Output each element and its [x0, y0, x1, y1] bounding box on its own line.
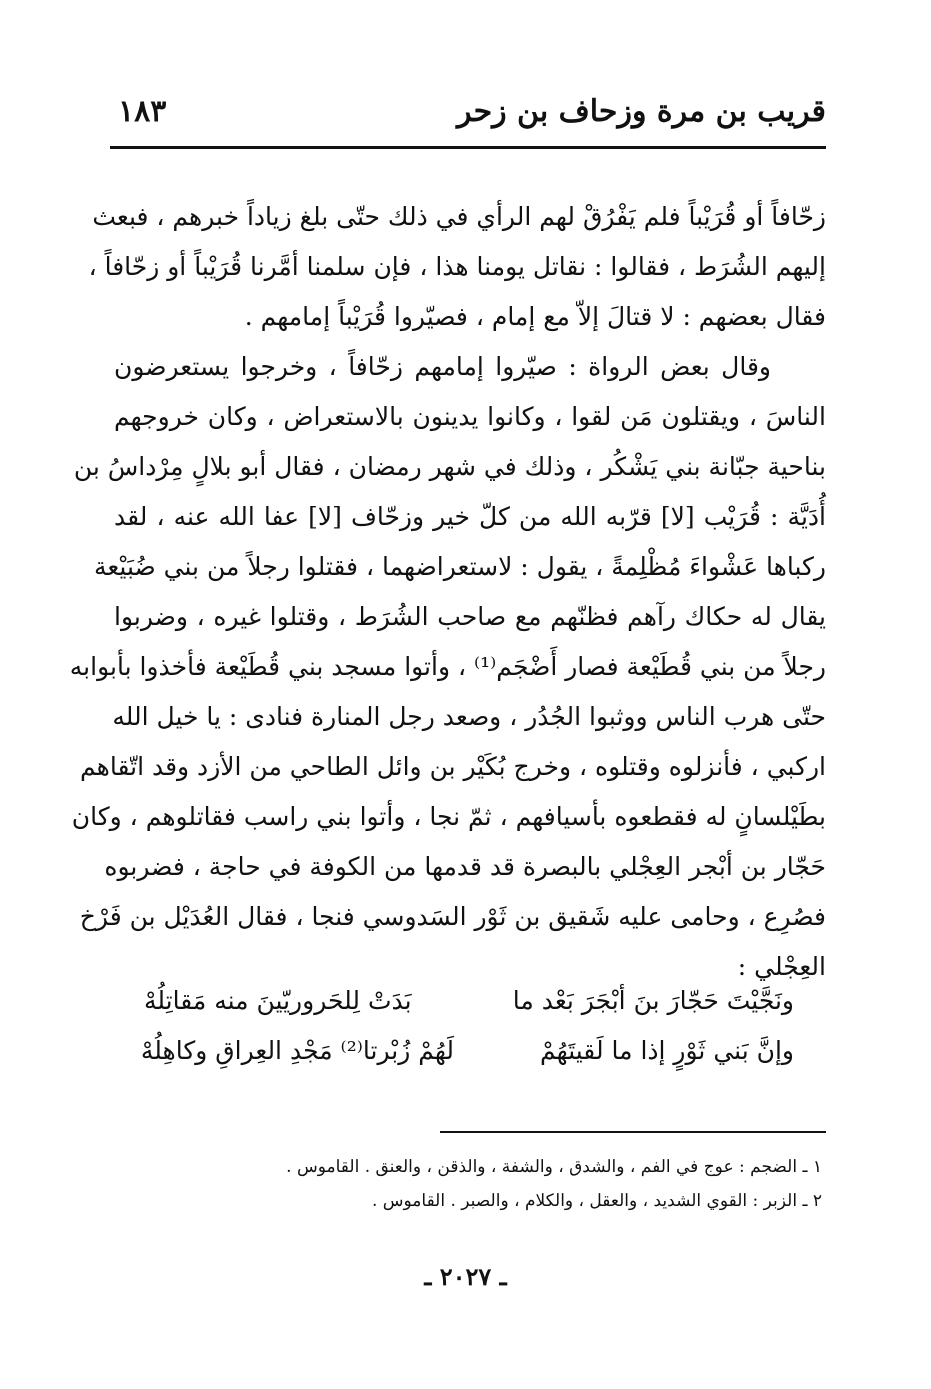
body-text — [69, 192, 826, 992]
footnote: ١ ـ الضجم : عوج في الفم ، والشدق ، والشفة ، والذقن ، والعنق . القاموس . — [286, 1157, 822, 1177]
footnotes — [114, 1150, 826, 1218]
text-line: أُدَيَّة : قُرَيْب [لا] قرّبه الله من كلّ خير وزحّاف [لا] عفا الله عنه ، لقد — [114, 502, 826, 531]
poem-first-hemistich: ونَجَّيْتَ حَجّارَ بنَ أبْجَرَ بَعْد ما — [512, 986, 794, 1015]
running-title: قريب بن مرة وزحاف بن زحر — [457, 94, 826, 129]
text-line: يقال له حكاك رآهم فظنّهم مع صاحب الشُرَط ، وقتلوا غيره ، وضربوا — [114, 602, 826, 631]
text-line: العِجْلي : — [737, 952, 826, 981]
page-number-bottom: ـ ٢٠٢٧ ـ — [424, 1262, 507, 1291]
text-line: إليهم الشُرَط ، فقالوا : نقاتل يومنا هذا ، فإن سلمنا أمَّرنا قُرَيْباً أو زحّافاً ، — [88, 252, 826, 281]
text-line: وقال بعض الرواة : صيّروا إمامهم زحّافاً ، وخرجوا يستعرضون — [114, 352, 771, 381]
text-line: حَجّار بن أبْجر العِجْلي بالبصرة قد قدمها من الكوفة في حاجة ، فضربوه — [104, 852, 826, 881]
footnote-rule — [440, 1131, 826, 1133]
header-rule — [110, 146, 826, 149]
poem-verse — [114, 1026, 826, 1076]
poem-second-hemistich: لَهُمْ زُبْرتا⁽²⁾ مَجْدِ العِراقِ وكاهِلُهْ — [140, 1036, 454, 1065]
poem-first-hemistich: وإنَّ بَني ثَوْرٍ إذا ما لَقيتَهُمْ — [540, 1036, 794, 1065]
text-line: الناسَ ، ويقتلون مَن لقوا ، وكانوا يدينون بالاستعراض ، وكان خروجهم — [114, 402, 826, 431]
page-header — [110, 92, 826, 144]
text-line: زحّافاً أو قُرَيْباً فلم يَفْرُقْ لهم الرأي في ذلك حتّى بلغ زياداً خبرهم ، فبعث — [92, 202, 826, 231]
page-number-top: ١٨٣ — [118, 94, 167, 129]
text-line: بناحية جبّانة بني يَشْكُر ، وذلك في شهر رمضان ، فقال أبو بلالٍ مِرْداسُ بن — [73, 452, 826, 481]
poem-verse — [114, 976, 826, 1026]
text-line: بطَيْلسانٍ له فقطعوه بأسيافهم ، ثمّ نجا ، وأتوا بني راسب فقاتلوهم ، وكان — [71, 802, 826, 831]
text-line: رجلاً من بني قُطَيْعة فصار أَضْجَم⁽¹⁾ ، وأتوا مسجد بني قُطَيْعة فأخذوا بأبوابه — [69, 652, 826, 681]
poem — [114, 976, 826, 1076]
text-line: فقال بعضهم : لا قتالَ إلاّ مع إمام ، فصيّروا قُرَيْباً إمامهم . — [244, 302, 826, 331]
text-line: اركبي ، فأنزلوه وقتلوه ، وخرج بُكَيْر بن وائل الطاحي من الأزد وقد اتّقاهم — [80, 752, 826, 781]
text-line: حتّى هرب الناس ووثبوا الجُدُر ، وصعد رجل المنارة فنادى : يا خيل الله — [112, 702, 826, 731]
text-line: فصُرِع ، وحامى عليه شَقيق بن ثَوْر السَدوسي فنجا ، فقال العُدَيْل بن فَرْخ — [79, 902, 826, 931]
footnote: ٢ ـ الزبر : القوي الشديد ، والعقل ، والكلام ، والصبر . القاموس . — [371, 1191, 822, 1211]
text-line: ركباها عَشْواءَ مُظْلِمةً ، يقول : لاستعراضهما ، فقتلوا رجلاً من بني ضُبَيْعة — [93, 552, 826, 581]
poem-second-hemistich: بَدَتْ لِلحَروريّينَ منه مَقاتِلُهْ — [144, 986, 412, 1015]
